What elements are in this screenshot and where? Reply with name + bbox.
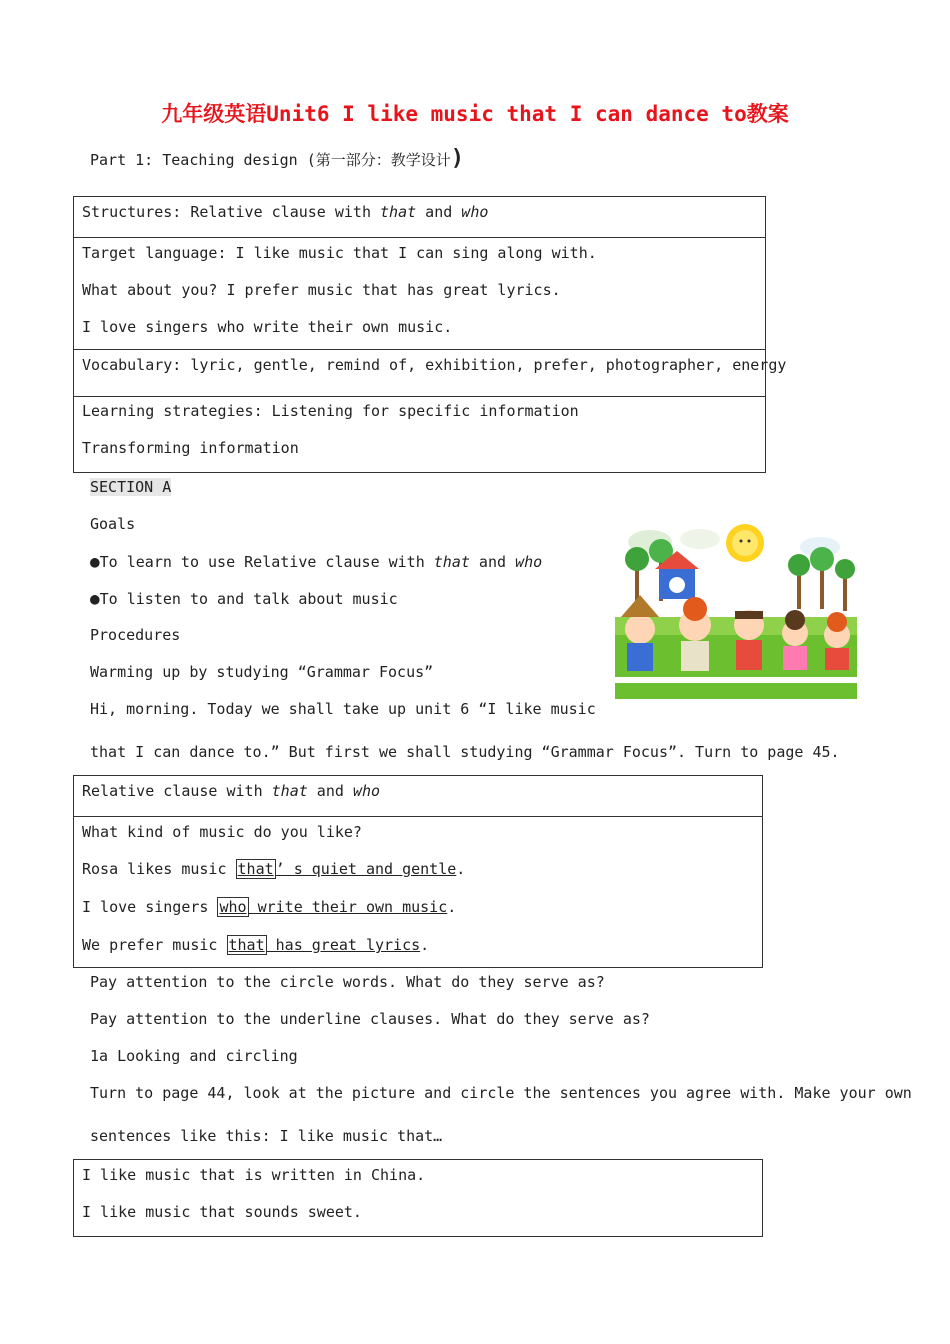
teaching-design-table bbox=[73, 196, 787, 473]
page-title: 九年级英语Unit6 I like music that I can dance to教案 bbox=[161, 102, 789, 126]
grammar-question: What kind of music do you like? bbox=[82, 823, 362, 841]
goal-item-1: ●To learn to use Relative clause with that and who bbox=[90, 552, 543, 571]
bullet-icon: ● bbox=[90, 589, 100, 608]
circled-word: who bbox=[219, 898, 247, 916]
circled-word: that bbox=[237, 860, 274, 878]
part1-heading bbox=[90, 146, 464, 171]
music-sentences-table bbox=[73, 1159, 763, 1237]
target-line-3: I love singers who write their own music. bbox=[82, 318, 453, 336]
structures-row bbox=[74, 197, 765, 237]
strategies-row bbox=[74, 396, 765, 474]
instruction-line-1: Turn to page 44, look at the picture and circle the sentences you agree with. Make your own bbox=[90, 1084, 912, 1102]
strategies-line-2: Transforming information bbox=[82, 439, 299, 457]
structures-that: that bbox=[380, 203, 417, 221]
grammar-focus-table bbox=[73, 775, 763, 968]
part1-label: Part 1: Teaching design (第一部分：教学设计 bbox=[90, 151, 451, 169]
part1-close-paren: ) bbox=[450, 146, 465, 171]
underlined-clause: ’ s quiet and gentle bbox=[275, 860, 457, 878]
grammar-header-row: Relative clause with that and who bbox=[82, 782, 381, 800]
target-language-row bbox=[74, 237, 765, 350]
grammar-example-1: Rosa likes music that ’ s quiet and gentle. bbox=[82, 860, 466, 878]
strategies-line-1: Learning strategies: Listening for specific information bbox=[82, 402, 579, 420]
music-sentence-1: I like music that is written in China. bbox=[82, 1166, 426, 1184]
procedures-heading: Procedures bbox=[90, 626, 181, 644]
instruction-line-2: sentences like this: I like music that… bbox=[90, 1127, 443, 1145]
goal-item-2: ●To listen to and talk about music bbox=[90, 589, 398, 608]
kids-cartoon-image bbox=[615, 517, 857, 699]
task-1a-heading: 1a Looking and circling bbox=[90, 1047, 298, 1065]
underlined-clause: write their own music bbox=[248, 898, 448, 916]
structures-who: who bbox=[461, 203, 489, 221]
intro-line-2: that I can dance to.” But first we shall studying “Grammar Focus”. Turn to page 45. bbox=[90, 743, 840, 761]
sun-icon bbox=[726, 524, 764, 562]
attention-line-1: Pay attention to the circle words. What do they serve as? bbox=[90, 973, 605, 991]
section-a-heading: SECTION A bbox=[90, 478, 172, 496]
grammar-examples-row bbox=[74, 816, 762, 969]
structures-and: and bbox=[416, 203, 462, 221]
vocabulary-row bbox=[74, 349, 787, 397]
underlined-clause: has great lyrics bbox=[266, 936, 421, 954]
structures-label: Structures: Relative clause with bbox=[82, 203, 381, 221]
warming-up-text: Warming up by studying “Grammar Focus” bbox=[90, 663, 434, 681]
target-line-2: What about you? I prefer music that has great lyrics. bbox=[82, 281, 561, 299]
intro-line-1: Hi, morning. Today we shall take up unit 6 “I like music bbox=[90, 700, 596, 718]
circled-word: that bbox=[228, 936, 265, 954]
grammar-example-2: I love singers who write their own music. bbox=[82, 898, 457, 916]
vocabulary-text: Vocabulary: lyric, gentle, remind of, exhibition, prefer, photographer, energy bbox=[82, 356, 787, 374]
grammar-example-3: We prefer music that has great lyrics. bbox=[82, 936, 430, 954]
goals-heading: Goals bbox=[90, 515, 136, 533]
bullet-icon: ● bbox=[90, 552, 100, 571]
attention-line-2: Pay attention to the underline clauses. What do they serve as? bbox=[90, 1010, 650, 1028]
grammar-header-label: Relative clause with bbox=[82, 782, 272, 800]
target-line-1: Target language: I like music that I can sing along with. bbox=[82, 244, 597, 262]
music-sentence-2: I like music that sounds sweet. bbox=[82, 1203, 362, 1221]
